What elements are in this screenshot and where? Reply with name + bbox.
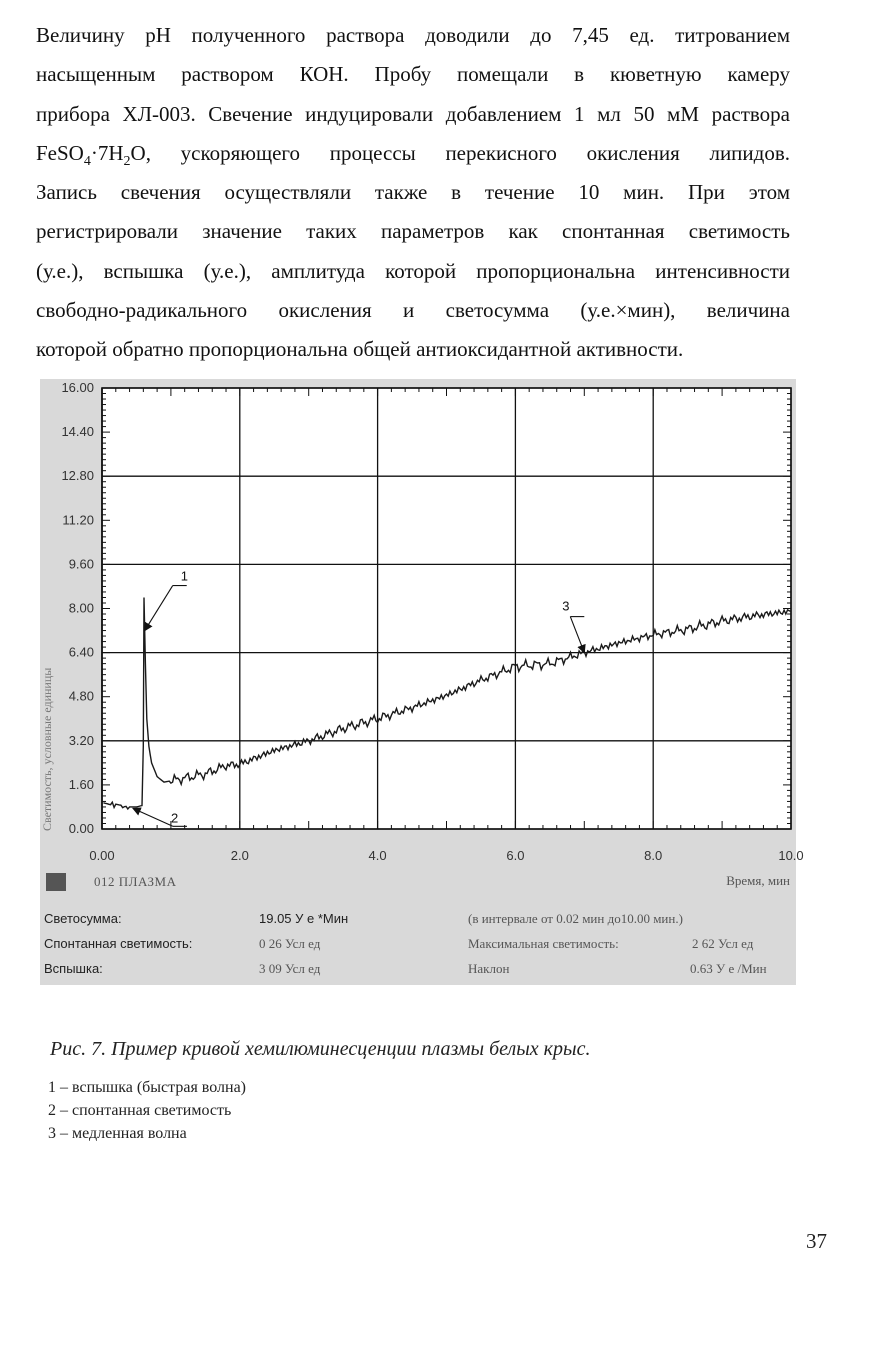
- annotation-label: 3: [562, 598, 570, 614]
- y-tick-label: 4.80: [68, 688, 94, 704]
- chemiluminescence-figure: [40, 379, 804, 985]
- x-tick-label: 10.0: [778, 848, 804, 863]
- y-tick-label: 11.20: [62, 512, 94, 528]
- formula-sub4: 4: [83, 154, 91, 170]
- x-axis-label: Время, мин: [726, 873, 790, 888]
- formula-dot7h: ·7H: [90, 140, 124, 165]
- body-paragraph: [36, 16, 790, 370]
- y-axis-label: Светимость, условные единицы: [40, 667, 54, 831]
- y-tick-label: 16.00: [61, 380, 94, 395]
- x-tick-label: 6.0: [506, 848, 525, 863]
- flash-value: 3 09 Усл ед: [259, 961, 321, 976]
- formula: [36, 140, 151, 170]
- formula-sub2: 2: [123, 154, 131, 170]
- paragraph-line: Запись свечения осуществляли также в течение 10 мин. При этом: [36, 180, 790, 205]
- slope-value: 0.63 У е /Мин: [690, 961, 767, 976]
- figure-caption: Рис. 7. Пример кривой хемилюминесценции плазмы белых крыс.: [50, 1038, 591, 1060]
- y-tick-label: 14.40: [61, 424, 94, 440]
- paragraph-line: прибора ХЛ-003. Свечение индуцировали добавлением 1 мл 50 мМ раствора: [36, 101, 790, 126]
- spontaneous-value: 0 26 Усл ед: [259, 936, 321, 951]
- plot-background: [102, 388, 791, 829]
- paragraph-line-rest: ускоряющего процессы перекисного окисления липидов.: [180, 140, 791, 165]
- legend-swatch: [46, 873, 66, 891]
- paragraph-line: насыщенным раствором КОН. Пробу помещали в кюветную камеру: [36, 62, 790, 87]
- y-tick-label: 3.20: [68, 732, 94, 748]
- flash-label: Вспышка:: [44, 961, 103, 976]
- light-sum-label: Светосумма:: [44, 911, 122, 926]
- paragraph-line: свободно-радикального окисления и светосумма (у.е.×мин), величина: [36, 298, 790, 323]
- y-tick-labels: [61, 380, 94, 836]
- y-tick-label: 12.80: [61, 468, 94, 484]
- note-item: 3 – медленная волна: [48, 1125, 187, 1142]
- x-tick-label: 2.0: [230, 848, 249, 863]
- y-tick-label: 1.60: [68, 776, 94, 792]
- light-sum-value: 19.05 У е *Мин: [259, 911, 349, 926]
- slope-label: Наклон: [468, 961, 510, 976]
- paragraph-line: Величину рН полученного раствора доводили до 7,45 ед. титрованием: [36, 23, 790, 47]
- paragraph-line-formula: [36, 134, 790, 173]
- x-tick-label: 4.0: [368, 848, 387, 863]
- paragraph-line: которой обратно пропорциональна общей антиоксидантной активности.: [36, 337, 684, 362]
- annotation-label: 2: [171, 810, 179, 826]
- legend: [46, 871, 790, 895]
- x-tick-label: 8.0: [644, 848, 663, 863]
- max-value: 2 62 Усл ед: [692, 936, 754, 951]
- y-tick-label: 9.60: [68, 556, 94, 572]
- spontaneous-label: Спонтанная светимость:: [44, 936, 193, 951]
- x-tick-label: 0.00: [89, 848, 115, 863]
- page-number: 37: [806, 1229, 827, 1253]
- formula-feso: FeSO: [36, 140, 84, 165]
- y-tick-label: 0.00: [68, 821, 94, 836]
- chemiluminescence-chart: [40, 379, 804, 869]
- max-label: Максимальная светимость:: [468, 936, 619, 951]
- paragraph-line: регистрировали значение таких параметров как спонтанная светимость: [36, 219, 790, 244]
- x-tick-labels: [89, 848, 803, 863]
- note-item: 1 – вспышка (быстрая волна): [48, 1079, 247, 1096]
- note-item: 2 – спонтанная светимость: [48, 1102, 232, 1119]
- figure-notes: [48, 1076, 246, 1145]
- y-tick-label: 6.40: [68, 644, 94, 660]
- y-tick-label: 8.00: [68, 600, 94, 616]
- paragraph-line: (у.е.), вспышка (у.е.), амплитуда которой пропорциональна интенсивности: [36, 258, 790, 283]
- annotation-label: 1: [180, 568, 188, 584]
- interval-text: (в интервале от 0.02 мин до10.00 мин.): [468, 911, 683, 926]
- formula-o: O,: [130, 140, 151, 165]
- legend-series-name: 012 ПЛАЗМА: [94, 874, 177, 889]
